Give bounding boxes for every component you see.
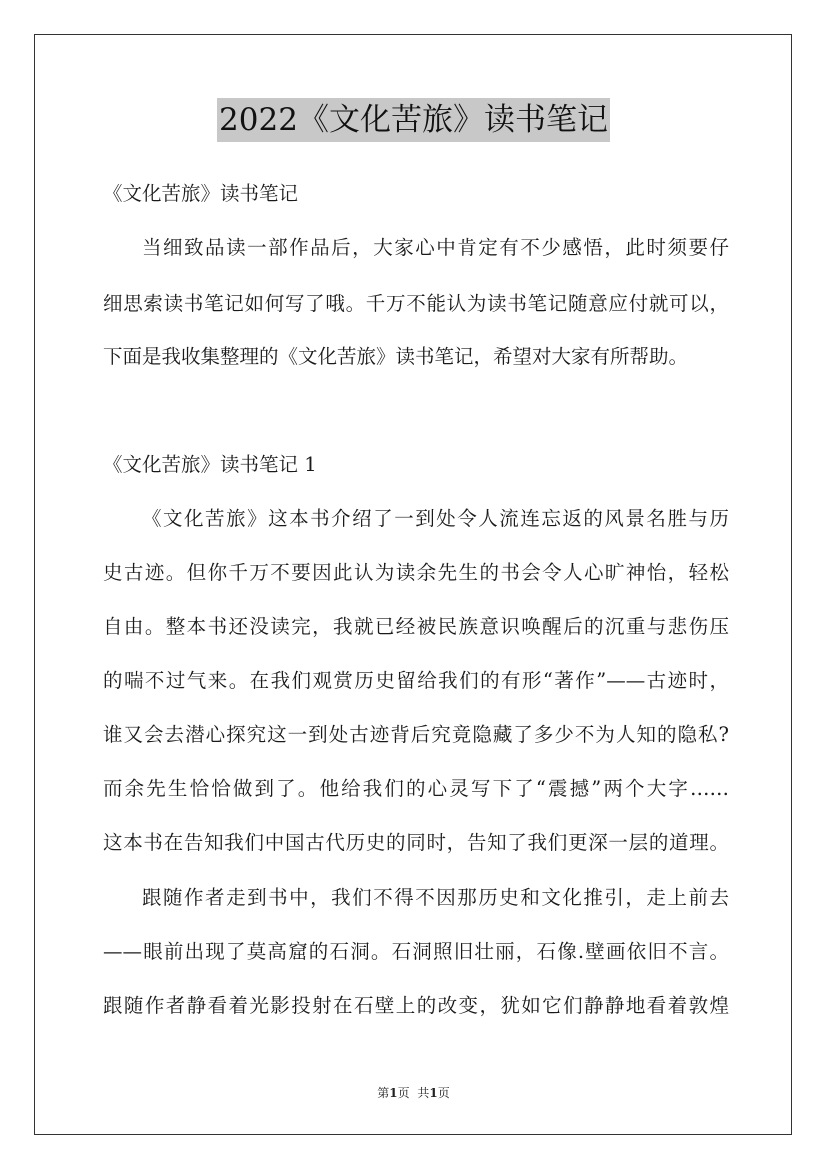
paragraph-line: 跟随作者走到书中，我们不得不因那历史和文化推引，走上前去 (142, 886, 729, 909)
paragraph-line: 《文化苦旅》这本书介绍了一到处令人流连忘返的风景名胜与历 (142, 507, 729, 530)
page-suffix: 页 (397, 1086, 410, 1100)
paragraph-line: 的喘不过气来。在我们观赏历史留给我们的有形“著作”——古迹时， (103, 669, 729, 692)
paragraph-line: 谁又会去潜心探究这一到处古迹背后究竟隐藏了多少不为人知的隐私? (103, 723, 729, 746)
document-subtitle: 《文化苦旅》读书笔记 (103, 182, 299, 205)
page-footer (0, 1084, 827, 1101)
paragraph-line: 自由。整本书还没读完，我就已经被民族意识唤醒后的沉重与悲伤压 (103, 615, 729, 638)
paragraph-line: ——眼前出现了莫高窟的石洞。石洞照旧壮丽，石像.壁画依旧不言。 (103, 940, 729, 963)
paragraph-line: 史古迹。但你千万不要因此认为读余先生的书会令人心旷神怡，轻松 (103, 561, 729, 584)
intro-line: 下面是我收集整理的《文化苦旅》读书笔记，希望对大家有所帮助。 (103, 345, 689, 368)
paragraph-line: 跟随作者静看着光影投射在石壁上的改变，犹如它们静静地看着敦煌 (103, 994, 729, 1017)
page-prefix: 第 (377, 1086, 390, 1100)
title-container (0, 98, 827, 142)
total-pages: 1 (429, 1086, 438, 1100)
section-heading: 《文化苦旅》读书笔记 1 (103, 453, 317, 476)
intro-line: 当细致品读一部作品后，大家心中肯定有不少感悟，此时须要仔 (142, 236, 729, 259)
page-number: 1 (389, 1086, 398, 1100)
total-suffix: 页 (437, 1086, 450, 1100)
paragraph-line: 而余先生恰恰做到了。他给我们的心灵写下了“震撼”两个大字…… (103, 777, 729, 800)
document-title: 2022《文化苦旅》读书笔记 (217, 98, 610, 142)
paragraph-line: 这本书在告知我们中国古代历史的同时，告知了我们更深一层的道理。 (103, 831, 729, 854)
total-prefix: 共 (417, 1086, 430, 1100)
intro-line: 细思索读书笔记如何写了哦。千万不能认为读书笔记随意应付就可以， (103, 292, 729, 315)
